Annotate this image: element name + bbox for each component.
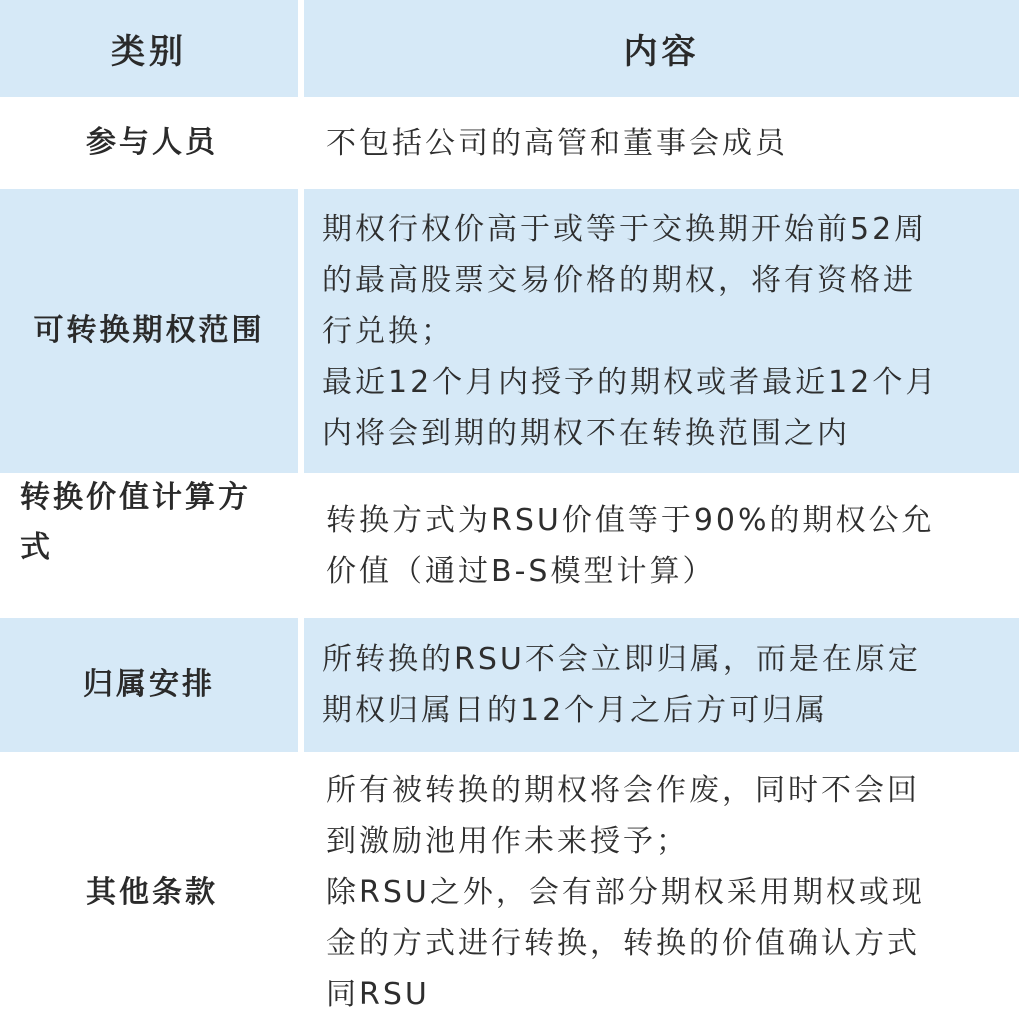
row-content-line: 行兑换； bbox=[322, 313, 454, 349]
row-content-line: 不包括公司的高管和董事会成员 bbox=[326, 125, 788, 161]
row-category-label-line-2: 式 bbox=[20, 530, 53, 565]
table-row bbox=[0, 97, 1019, 189]
table-row bbox=[0, 752, 1019, 1033]
row-category bbox=[0, 752, 304, 1033]
row-category-label: 参与人员 bbox=[86, 125, 218, 160]
row-content-line: 价值（通过B-S模型计算） bbox=[326, 553, 716, 589]
row-content-line: 转换方式为RSU价值等于90%的期权公允 bbox=[326, 502, 935, 538]
row-content bbox=[304, 618, 1019, 752]
header-content bbox=[304, 0, 1019, 97]
row-category-label-line-1: 转换价值计算方 bbox=[20, 480, 251, 515]
row-content-line: 到激励池用作未来授予； bbox=[326, 824, 689, 859]
row-content-line: 期权行权价高于或等于交换期开始前52周 bbox=[322, 211, 928, 247]
row-category bbox=[0, 189, 298, 473]
table-row bbox=[0, 189, 1019, 473]
row-content-line: 同RSU bbox=[326, 977, 430, 1012]
row-category bbox=[0, 618, 298, 752]
row-content bbox=[304, 189, 1019, 473]
table-row bbox=[0, 473, 1019, 618]
row-category bbox=[0, 97, 304, 189]
row-content-line: 的最高股票交易价格的期权，将有资格进 bbox=[322, 262, 916, 298]
row-content-line: 除RSU之外，会有部分期权采用期权或现 bbox=[326, 875, 925, 910]
table-row bbox=[0, 618, 1019, 752]
row-category-label: 归属安排 bbox=[83, 667, 215, 702]
header-category-label: 类别 bbox=[111, 32, 187, 72]
row-category-label: 可转换期权范围 bbox=[33, 313, 265, 348]
header-content-label: 内容 bbox=[623, 32, 700, 72]
row-content bbox=[304, 473, 1019, 618]
row-content-line: 所转换的RSU不会立即归属，而是在原定 bbox=[322, 642, 921, 677]
row-content-line: 内将会到期的期权不在转换范围之内 bbox=[322, 415, 850, 451]
row-content bbox=[304, 97, 1019, 189]
row-content-line: 所有被转换的期权将会作废，同时不会回 bbox=[326, 773, 920, 808]
row-content-line: 期权归属日的12个月之后方可归属 bbox=[322, 693, 829, 728]
row-content-line: 金的方式进行转换，转换的价值确认方式 bbox=[326, 926, 920, 961]
row-content bbox=[304, 752, 1019, 1033]
row-category bbox=[0, 473, 304, 618]
header-category bbox=[0, 0, 298, 97]
table-header-row bbox=[0, 0, 1019, 97]
row-category-label: 其他条款 bbox=[86, 874, 218, 910]
row-content-line: 最近12个月内授予的期权或者最近12个月 bbox=[322, 364, 939, 400]
